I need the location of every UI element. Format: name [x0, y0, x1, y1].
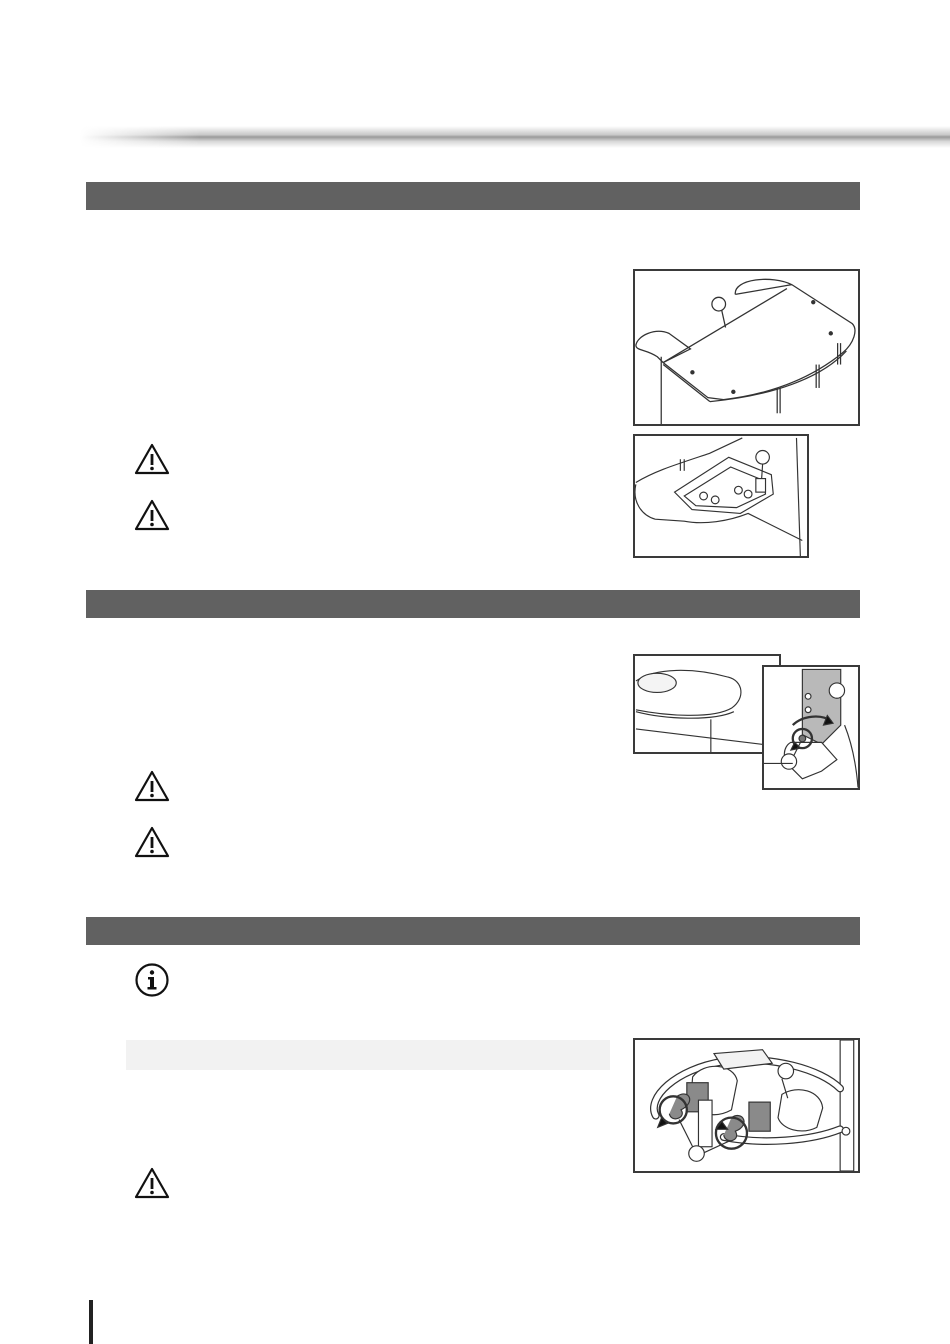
caution-icon [134, 770, 170, 802]
figure-armrest [633, 654, 781, 754]
armrest-detail-illustration [764, 667, 858, 788]
headrest-clamps-illustration [635, 1040, 858, 1171]
info-icon [134, 962, 170, 998]
armrest-illustration [635, 656, 779, 752]
subheading-bar [126, 1040, 610, 1070]
header-rule [80, 126, 950, 148]
caution-icon [134, 499, 170, 531]
caution-icon [134, 826, 170, 858]
caution-icon [134, 443, 170, 475]
tray-underside-illustration [635, 436, 807, 556]
tray-top-illustration [635, 271, 858, 424]
caution-icon [134, 1167, 170, 1199]
figure-headrest-clamps [633, 1038, 860, 1173]
figure-tray-top [633, 269, 860, 426]
section-2-header-bar [86, 590, 860, 618]
section-3-header-bar [86, 917, 860, 945]
figure-armrest-detail [762, 665, 860, 790]
figure-tray-underside [633, 434, 809, 558]
page-edge-rule [89, 1300, 93, 1344]
section-1-header-bar [86, 182, 860, 210]
